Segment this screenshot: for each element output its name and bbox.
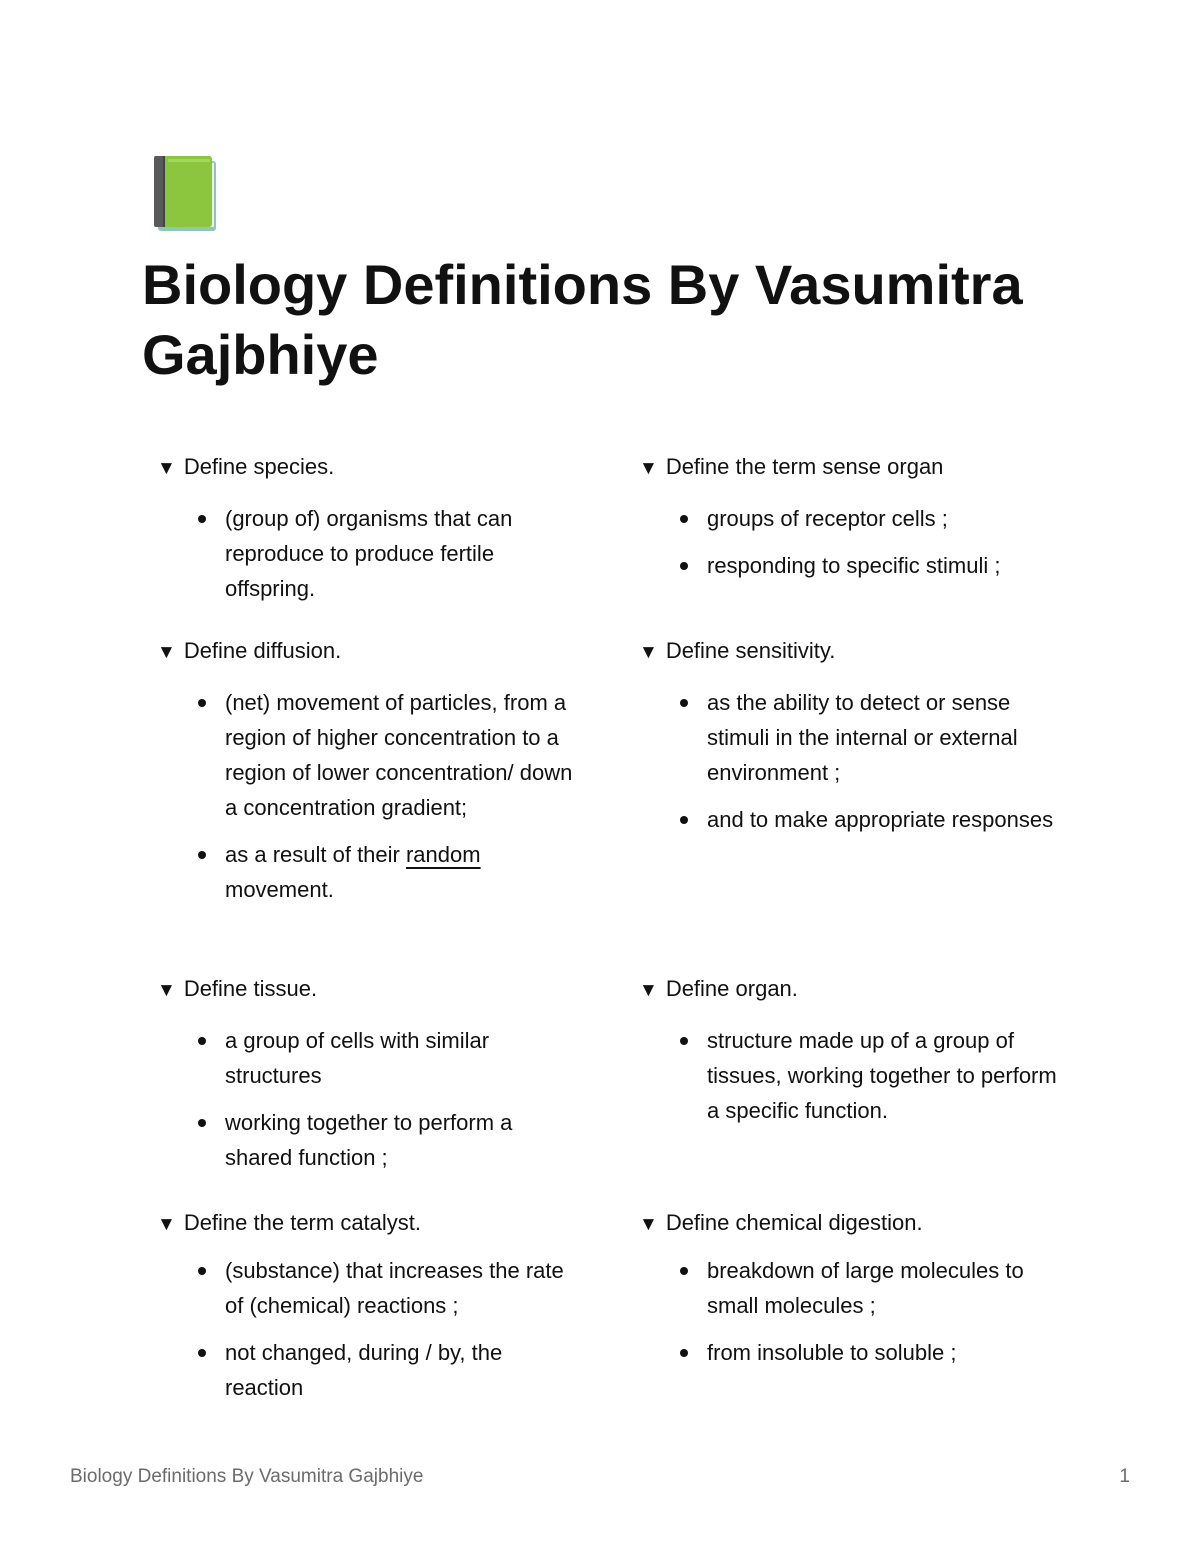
toggle-block[interactable] [637,636,1057,849]
answer-text-before: as a result of their [225,842,406,867]
list-item: working together to perform a shared function ; [197,1105,575,1175]
footer-title: Biology Definitions By Vasumitra Gajbhiye [70,1466,424,1487]
list-item: groups of receptor cells ; [679,501,1057,536]
list-item: from insoluble to soluble ; [679,1335,1057,1370]
toggle-header [155,1208,575,1240]
toggle-header [155,974,575,1006]
triangle-down-icon[interactable]: ▼ [157,980,176,1001]
toggle-header [637,974,1057,1006]
list-item [197,837,575,907]
page-number: 1 [1119,1466,1130,1487]
toggle-question: Define the term sense organ [665,454,944,479]
toggle-question: Define sensitivity. [665,638,836,663]
toggle-header [637,636,1057,668]
page-title: Biology Definitions By Vasumitra Gajbhiye [142,253,1023,386]
toggle-block[interactable] [155,974,575,1187]
answer-list [679,685,1057,837]
list-item: (substance) that increases the rate of (chemical) reactions ; [197,1253,575,1323]
toggle-question: Define chemical digestion. [665,1210,923,1235]
answer-list [679,501,1057,583]
list-item: structure made up of a group of tissues, working together to perform a specific function. [679,1023,1057,1128]
triangle-down-icon[interactable]: ▼ [157,458,176,479]
toggle-question: Define tissue. [183,976,318,1001]
toggle-header [155,636,575,668]
triangle-down-icon[interactable]: ▼ [639,1214,658,1235]
list-item: (net) movement of particles, from a region of higher concentration to a region of lower concentration/ down a concentration gradient; [197,685,575,825]
toggle-question: Define the term catalyst. [183,1210,422,1235]
list-item: breakdown of large molecules to small molecules ; [679,1253,1057,1323]
toggle-question: Define diffusion. [183,638,342,663]
list-item: responding to specific stimuli ; [679,548,1057,583]
toggle-header [637,1208,1057,1240]
answer-list [197,685,575,907]
answer-text-after: movement. [225,877,334,902]
toggle-block[interactable] [155,636,575,919]
triangle-down-icon[interactable]: ▼ [639,642,658,663]
answer-list [197,1253,575,1405]
answer-list [679,1253,1057,1370]
toggle-block[interactable] [637,1208,1057,1382]
toggle-block[interactable] [155,1208,575,1417]
answer-list [197,1023,575,1175]
list-item: not changed, during / by, the reaction [197,1335,575,1405]
triangle-down-icon[interactable]: ▼ [639,458,658,479]
list-item: and to make appropriate responses [679,802,1057,837]
toggle-question: Define organ. [665,976,798,1001]
underlined-text: random [405,842,481,867]
toggle-header [155,452,575,484]
list-item: as the ability to detect or sense stimuli in the internal or external environment ; [679,685,1057,790]
list-item: a group of cells with similar structures [197,1023,575,1093]
answer-list [679,1023,1057,1128]
toggle-block[interactable] [155,452,575,618]
toggle-block[interactable] [637,452,1057,595]
toggle-question: Define species. [183,454,335,479]
triangle-down-icon[interactable]: ▼ [157,642,176,663]
toggle-header [637,452,1057,484]
toggle-block[interactable] [637,974,1057,1140]
triangle-down-icon[interactable]: ▼ [157,1214,176,1235]
green-book-icon [152,155,218,233]
list-item: (group of) organisms that can reproduce to produce fertile offspring. [197,501,575,606]
answer-list [197,501,575,606]
triangle-down-icon[interactable]: ▼ [639,980,658,1001]
